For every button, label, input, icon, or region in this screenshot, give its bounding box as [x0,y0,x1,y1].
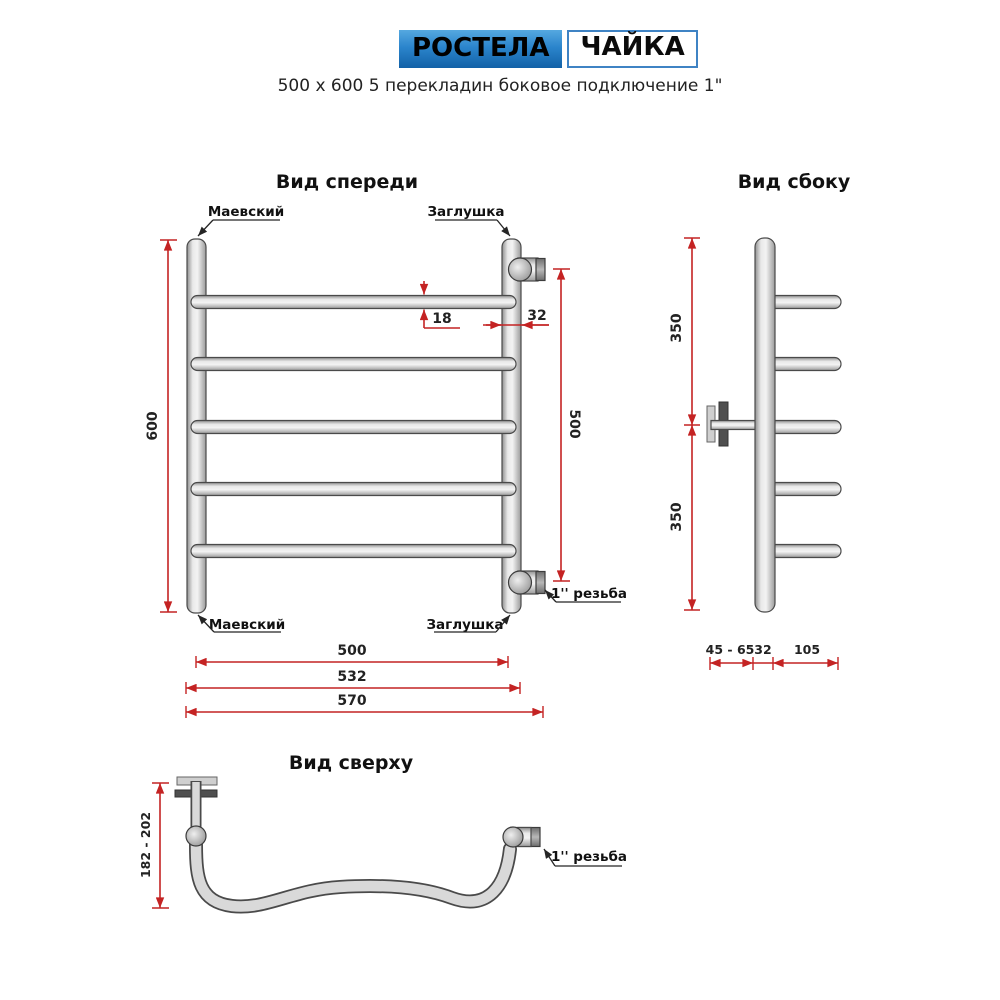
front-view [145,171,627,718]
crossbar [191,296,516,309]
dim-text-600: 600 [145,411,161,441]
dim-text-32: 32 [527,308,547,324]
logo-brand: РОСТЕЛА [399,30,562,68]
dim-text-18: 18 [432,311,452,327]
rung-stub [765,545,841,558]
dim-text-45-65: 45 - 65 [705,642,755,657]
side-radiator-body [707,238,841,612]
dim-text-500-right: 500 [566,409,582,439]
label-thread-top: 1'' резьба [550,849,628,865]
logo-series: ЧАЙКА [567,30,697,68]
dim-text-570: 570 [337,693,367,709]
top-view [138,752,627,908]
dim-text-500-bottom: 500 [337,643,367,659]
wall-bracket-side [707,402,759,446]
dim-text-350-lower: 350 [669,502,685,532]
label-plug-bottom: Заглушка [426,617,504,633]
front-view-title: Вид спереди [275,171,419,193]
logo [399,30,698,68]
label-thread-front: 1'' резьба [550,586,628,602]
top-radiator-body [175,777,540,907]
crossbar [191,358,516,371]
rung-stub [765,421,841,434]
dim-text-350-upper: 350 [669,313,685,343]
label-plug-top: Заглушка [427,204,505,220]
label-air-vent-bottom: Маевский [208,617,286,633]
rung-stub [765,483,841,496]
dim-text-32-side: 32 [754,642,772,657]
product-subtitle: 500 x 600 5 перекладин боковое подключение 1" [277,76,723,96]
top-view-title: Вид сверху [288,752,414,774]
label-air-vent-top: Маевский [207,204,285,220]
bottom-connection-fitting [509,571,546,594]
wall-bracket-top [175,777,217,830]
front-radiator-body [187,239,545,613]
dim-text-182-202: 182 - 202 [138,811,153,879]
rung-curve [196,845,510,907]
side-view [669,171,851,670]
rung-stub [765,296,841,309]
rung-stub [765,358,841,371]
dim-text-532: 532 [337,669,367,685]
crossbar [191,421,516,434]
leader-line [497,220,510,236]
crossbar [191,545,516,558]
leader-line [198,220,213,236]
left-ball-joint [186,826,206,846]
dim-text-105: 105 [793,642,821,657]
crossbar [191,483,516,496]
right-connection-fitting-top [503,827,540,847]
top-connection-fitting [509,258,546,281]
side-collector-tube [755,238,775,612]
side-view-title: Вид сбоку [737,171,851,193]
